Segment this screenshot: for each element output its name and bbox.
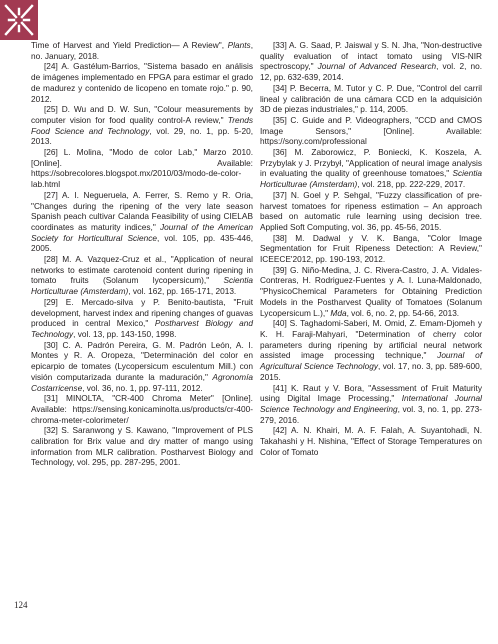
- reference-entry: [31, 393, 253, 425]
- reference-text: , vol. 3, no. 1, pp. 273-279, 2016.: [260, 403, 482, 425]
- reference-source-title: Agronomía Costarricense: [31, 371, 253, 393]
- reference-text: [28] M. A. Vazquez-Cruz et al., "Application of neural networks to estimate carotenoid content during ripening in tomato fruits (Solanum lycopersicum),": [31, 254, 253, 286]
- reference-text: [33] A. G. Saad, P. Jaiswal y S. N. Jha, "Non-destructive quality evaluation of intact tomato using VIS-NIR spectroscopy,": [260, 40, 482, 72]
- reference-entry: [260, 83, 482, 115]
- reference-entry: [260, 318, 482, 382]
- reference-entry: [260, 190, 482, 233]
- reference-text: [37] N. Goel y P. Sehgal, "Fuzzy classification of pre-harvest tomatoes for ripeness estimation – An approach based on automatic rule learning using decision tree. Applied Soft Computing, vol. 36, pp. 45-56, 2015.: [260, 189, 482, 232]
- reference-entry: [260, 233, 482, 265]
- reference-text: , vol. 162, pp. 165-171, 2013.: [128, 286, 237, 297]
- reference-entry: [31, 254, 253, 297]
- reference-entry: [31, 104, 253, 147]
- reference-source-title: Trends Food Science and Technology: [31, 114, 253, 136]
- page-number: 124: [14, 600, 28, 610]
- reference-text: [27] A. I. Negueruela, A. Ferrer, S. Remo y R. Oria, "Changes during the ripening of the very late season Spanish peach cultivar Calanda Feasibility of using CIELAB coordinates as maturity indices,": [31, 189, 253, 232]
- reference-entry: [260, 265, 482, 319]
- reference-text: , vol. 13, pp. 143-150, 1998.: [73, 328, 177, 339]
- reference-source-title: Mda: [330, 307, 347, 318]
- reference-text: , vol. 17, no. 3, pp. 589-600, 2015.: [260, 361, 483, 382]
- reference-entry: [31, 340, 253, 394]
- reference-source-title: International Journal Science Technology and Engineering: [260, 393, 483, 414]
- reference-source-title: Plants: [227, 40, 251, 50]
- reference-source-title: Journal of Agricultural Science Technology: [260, 350, 482, 372]
- reference-text: [35] C. Guide and P. Videographers, "CCD and CMOS Image Sensors," [Online]. Available: https://sony.com/professional: [260, 114, 482, 147]
- reference-entry: [31, 425, 253, 468]
- reference-text: , vol. 6, no. 2, pp. 54-66, 2013.: [346, 307, 460, 318]
- reference-text: [24] A. Gastélum-Barrios, "Sistema basado en análisis de imágenes implementado en FPGA para estimar el grado de madurez y contenido de licopeno en tomate rojo." p. 90, 2012.: [31, 61, 253, 104]
- reference-text: [29] E. Mercado-silva y P. Benito-bautista, "Fruit development, harvest index and ripening changes of guavas produced in central Mexico,": [31, 296, 253, 329]
- reference-entry: [260, 383, 482, 426]
- reference-source-title: Journal of Advanced Research: [317, 61, 437, 72]
- reference-entry: [260, 425, 482, 457]
- reference-entry: [31, 297, 253, 340]
- reference-text: [31] MINOLTA, "CR-400 Chroma Meter" [Online]. Available: https://sensing.konicaminolta.us/products/cr-400-chroma-meter-colorimeter/: [31, 393, 253, 425]
- reference-text: [36] M. Zaborowicz, P. Boniecki, K. Koszela, A. Przybylak y J. Przybył, "Application of neural image analysis in evaluating the quality of greenhouse tomatoes,": [260, 147, 482, 179]
- reference-text: [32] S. Saranwong y S. Kawano, "Improvement of PLS calibration for Brix value and dry matter of mango using information from MLR calibration. Postharvest Biology and Technology, vol. 295, pp. 287-295, 2001.: [31, 425, 253, 468]
- reference-text: [38] M. Dadwal y V. K. Banga, "Color Image Segmentation for Fruit Ripeness Detection: A Review," ICEECE'2012, pp. 190-193, 2012.: [260, 232, 482, 265]
- reference-entry: [31, 61, 253, 104]
- reference-text: , vol. 36, no. 1, pp. 97-111, 2012.: [82, 382, 203, 393]
- reference-text: [39] G. Niño-Medina, J. C. Rivera-Castro, J. A. Vidales-Contreras, H. Rodriguez-Fuentes y A. I. Luna-Maldonado, "PhysicoChemical Parameters for Obtaining Prediction Models in the Postharvest Quality of Tomatoes (Solanum Lycopersicum L.),": [260, 264, 482, 318]
- reference-source-title: Journal of the American Society for Horticultural Science: [31, 221, 253, 243]
- reference-source-title: Scientia Horticulturae (Amsterdam): [260, 168, 482, 190]
- reference-text: , vol. 2, no. 12, pp. 632-639, 2014.: [260, 61, 483, 83]
- reference-text: , no. January, 2018.: [31, 40, 253, 61]
- reference-source-title: Scientia Horticulturae (Amsterdam): [31, 275, 253, 297]
- reference-text: [30] C. A. Padrón Pereira, G. M. Padrón León, A. I. Montes y R. A. Oropeza, "Determinación del color en epicarpio de tomates (Lycopersicum esculentum Mill.) con visión computarizada durante la maduración,": [31, 339, 253, 382]
- reference-text: [41] K. Raut y V. Bora, "Assessment of Fruit Maturity using Digital Image Processing,": [260, 382, 482, 404]
- reference-text: [26] L. Molina, "Modo de color Lab," Marzo 2010. [Online]. Available: https://sobrecolores.blogspot.mx/2010/03/modo-de-color-lab.html: [31, 147, 253, 190]
- reference-entry: [260, 40, 482, 83]
- reference-text: [42] A. N. Khairi, M. A. F. Falah, A. Suyantohadi, N. Takahashi y H. Nishina, "Effect of Storage Temperatures on Color of Tomato: [260, 425, 482, 457]
- reference-text: , vol. 218, pp. 222-229, 2017.: [357, 179, 466, 190]
- reference-entry: [31, 147, 253, 190]
- x-mark-icon: [0, 0, 38, 40]
- reference-list-left: [31, 40, 253, 468]
- reference-entry: [31, 40, 253, 61]
- reference-entry: [260, 115, 482, 147]
- reference-text: , vol. 29, no. 1, pp. 5-20, 2013.: [31, 125, 253, 147]
- reference-text: , vol. 105, pp. 435-446, 2005.: [31, 232, 254, 254]
- reference-source-title: Postharvest Biology and Technology: [31, 318, 253, 339]
- reference-entry: [31, 190, 253, 254]
- reference-entry: [260, 147, 482, 190]
- reference-list-right: [260, 40, 482, 457]
- reference-text: [40] S. Taghadomi-Saberi, M. Omid, Z. Emam-Djomeh y K. H. Faraji-Mahyari, "Determination of cherry color parameters during ripening by artificial neural network assisted image processing technique,": [260, 318, 482, 361]
- reference-text: Time of Harvest and Yield Prediction— A Review",: [31, 40, 228, 50]
- reference-text: [34] P. Becerra, M. Tutor y C. P. Due, "Control del carril lineal y calibración de una cámara CCD en la adquisición 3D de piezas industriales," p. 114, 2005.: [260, 82, 482, 115]
- reference-text: [25] D. Wu and D. W. Sun, "Colour measurements by computer vision for food quality control-A review,": [31, 104, 253, 125]
